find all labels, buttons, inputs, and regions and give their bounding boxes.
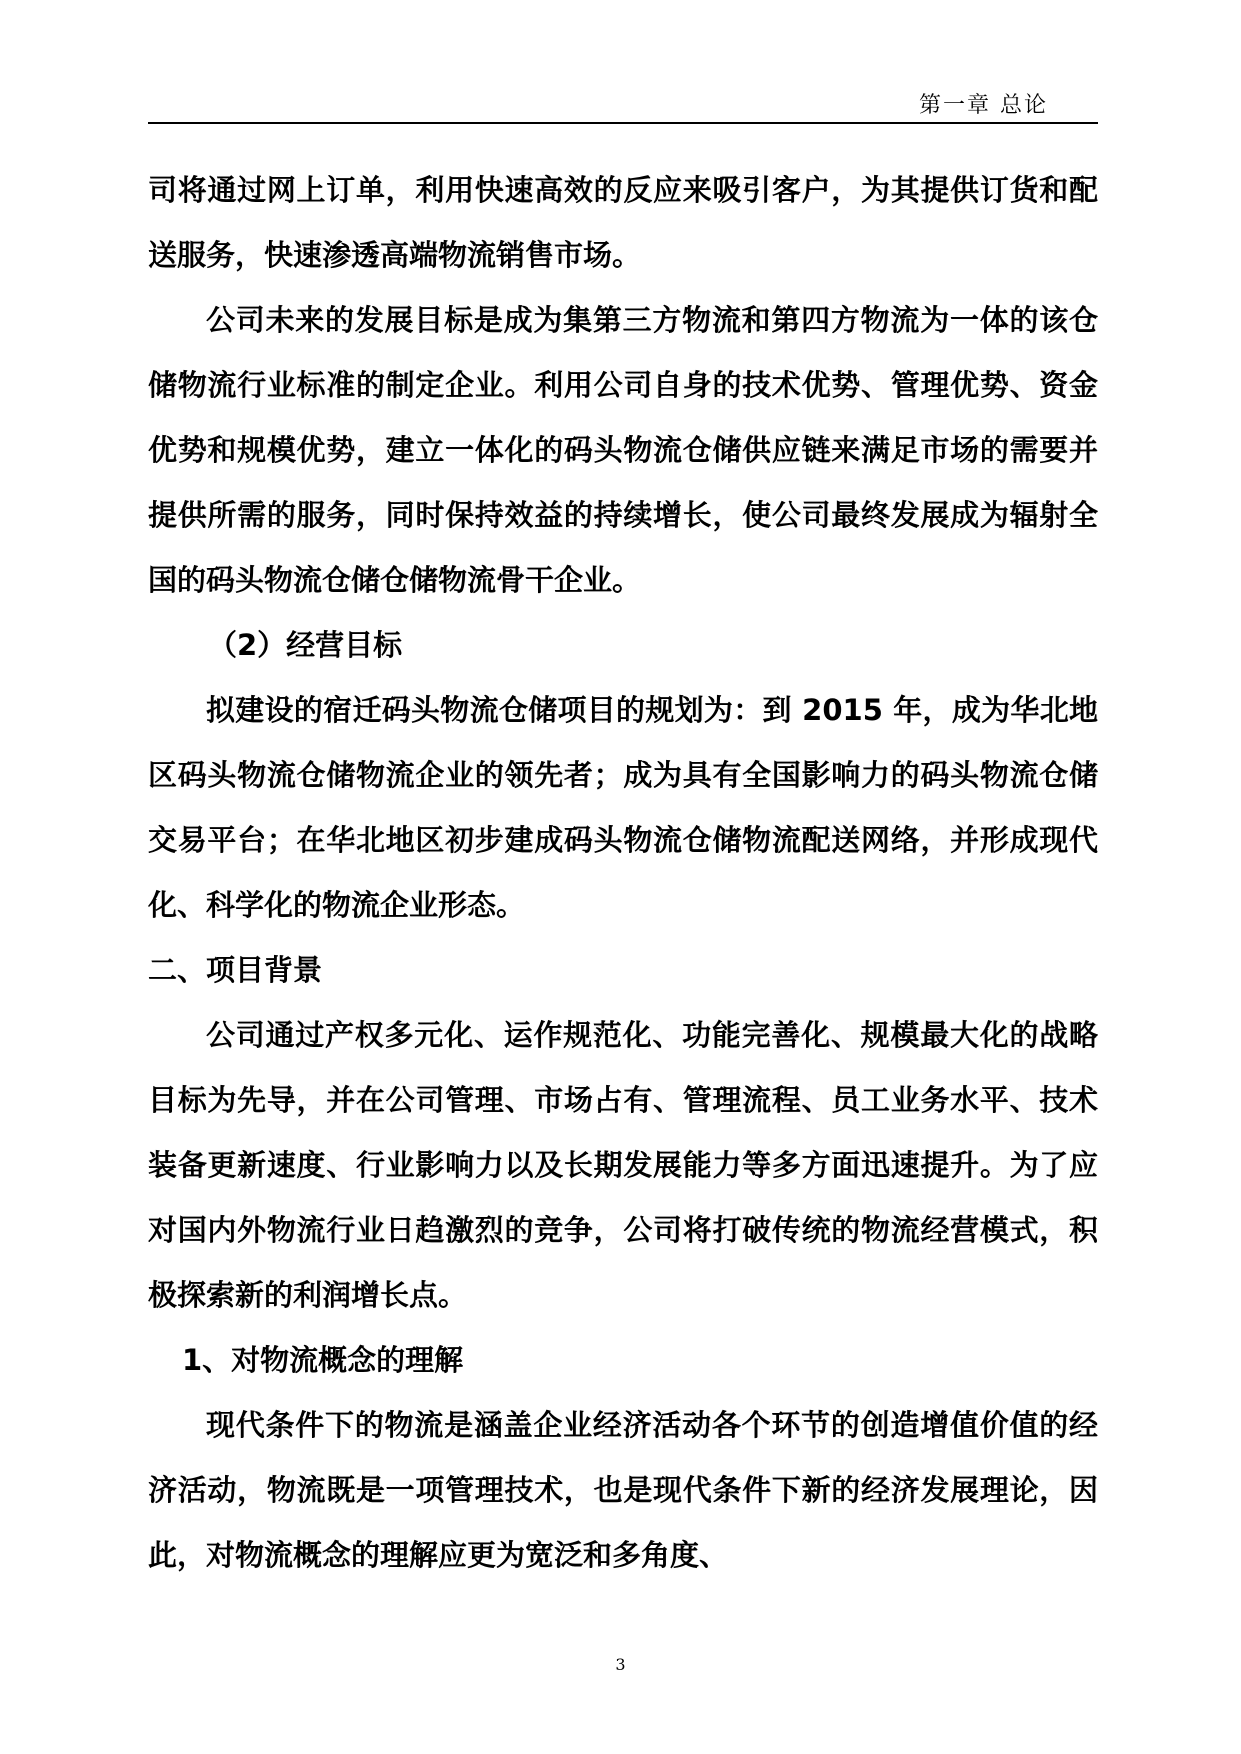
paragraph-development-goal: 公司未来的发展目标是成为集第三方物流和第四方物流为一体的该仓储物流行业标准的制定企业。利用公司自身的技术优势、管理优势、资金优势和规模优势，建立一体化的码头物流仓储供应链来满足市场的需要并提供所需的服务，同时保持效益的持续增长，使公司最终发展成为辐射全国的码头物流仓储仓储物流骨干企业。 (148, 303, 1098, 597)
paragraph-logistics-concept: 现代条件下的物流是涵盖企业经济活动各个环节的创造增值价值的经济活动，物流既是一项管理技术，也是现代条件下新的经济发展理论，因此，对物流概念的理解应更为宽泛和多角度、 (148, 1408, 1098, 1572)
chapter-title: 第一章 总论 (919, 93, 1048, 118)
paragraph-background: 公司通过产权多元化、运作规范化、功能完善化、规模最大化的战略目标为先导，并在公司管理、市场占有、管理流程、员工业务水平、技术装备更新速度、行业影响力以及长期发展能力等多方面迅速提升。为了应对国内外物流行业日趋激烈的竞争，公司将打破传统的物流经营模式，积极探索新的利润增长点。 (148, 1018, 1098, 1312)
paragraph-project-plan: 拟建设的宿迁码头物流仓储项目的规划为：到 2015 年，成为华北地区码头物流仓储物流企业的领先者；成为具有全国影响力的码头物流仓储交易平台；在华北地区初步建成码头物流仓储物流配送网络，并形成现代化、科学化的物流企业形态。 (148, 693, 1098, 922)
section-heading-background: 二、项目背景 (148, 953, 323, 987)
body-text (148, 158, 1098, 1588)
paragraph-continuation: 司将通过网上订单，利用快速高效的反应来吸引客户，为其提供订货和配送服务，快速渗透高端物流销售市场。 (148, 173, 1098, 272)
subheading-business-goal: （2）经营目标 (208, 628, 403, 662)
page-header (148, 86, 1098, 124)
subheading-logistics-concept: 1、对物流概念的理解 (182, 1343, 464, 1377)
page-number: 3 (615, 1655, 626, 1674)
